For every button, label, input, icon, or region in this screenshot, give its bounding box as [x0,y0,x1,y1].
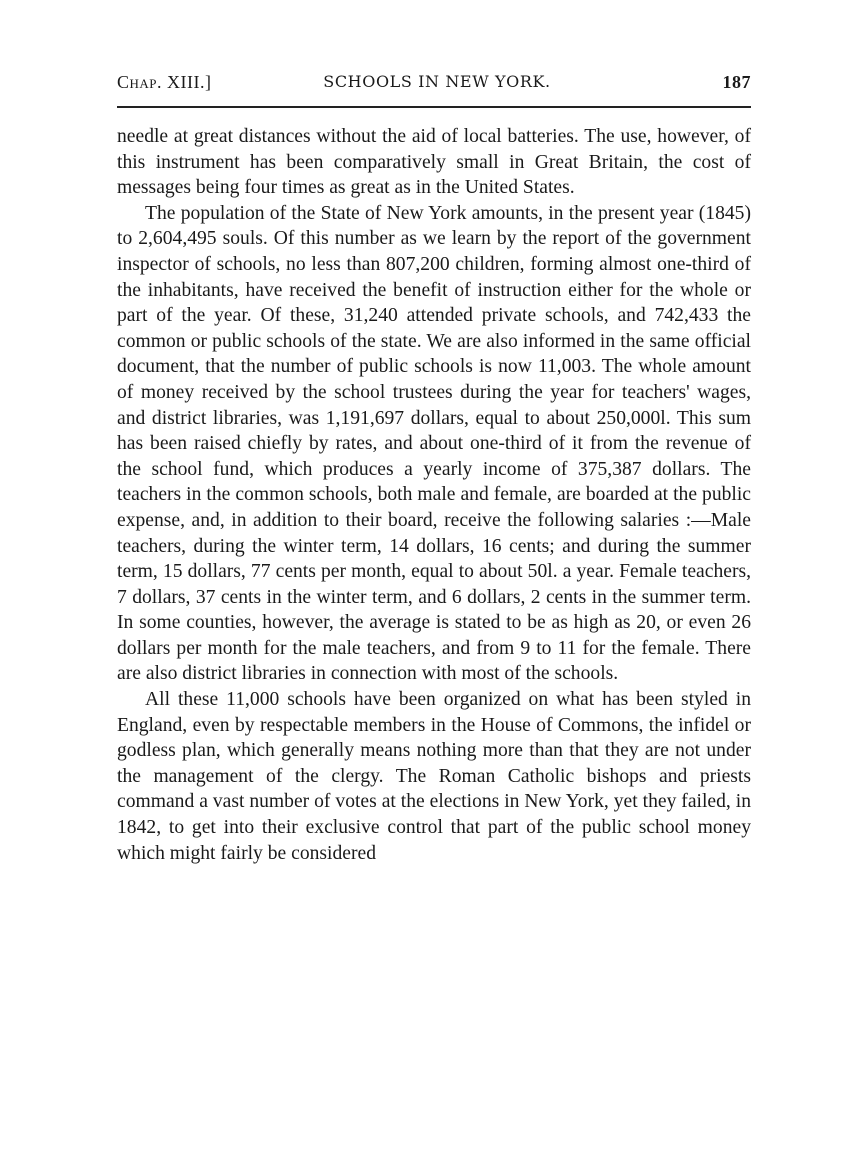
running-header [117,72,751,96]
paragraph: The population of the State of New York amounts, in the present year (1845) to 2,604,495 souls. Of this number as we learn by the report of the government inspector of schools, no less than 807,200 children, forming almost one-third of the inhabitants, have received the benefit of instruction either for the whole or part of the year. Of these, 31,240 attended private schools, and 742,433 the common or public schools of the state. We are also informed in the same official document, that the number of public schools is now 11,003. The whole amount of money received by the school trustees during the year for teachers' wages, and district libraries, was 1,191,697 dollars, equal to about 250,000l. This sum has been raised chiefly by rates, and about one-third of it from the revenue of the school fund, which produces a yearly income of 375,387 dollars. The teachers in the common schools, both male and female, are boarded at the public expense, and, in addition to their board, receive the following salaries :—Male teachers, during the winter term, 14 dollars, 16 cents; and during the summer term, 15 dollars, 77 cents per month, equal to about 50l. a year. Female teachers, 7 dollars, 37 cents in the winter term, and 6 dollars, 2 cents in the summer term. In some counties, however, the average is stated to be as high as 20, or even 26 dollars per month for the male teachers, and from 9 to 11 for the female. There are also district libraries in connection with most of the schools. [117,202,751,685]
paragraph: All these 11,000 schools have been organized on what has been styled in England, even by respectable members in the House of Commons, the infidel or godless plan, which generally means nothing more than that they are not under the management of the clergy. The Roman Catholic bishops and priests command a vast number of votes at the elections in New York, yet they failed, in 1842, to get into their exclusive control that part of the public school money which might fairly be considered [117,689,751,864]
chapter-label: Chap. XIII.] [117,72,212,92]
body-text [117,124,751,866]
header-rule [117,106,751,108]
page-number: 187 [722,72,751,92]
paragraph: needle at great distances without the aid of local batteries. The use, however, of this instrument has been comparatively small in Great Britain, the cost of messages being four times as great as in the United States. [117,126,751,199]
running-title: SCHOOLS IN NEW YORK. [323,72,551,91]
